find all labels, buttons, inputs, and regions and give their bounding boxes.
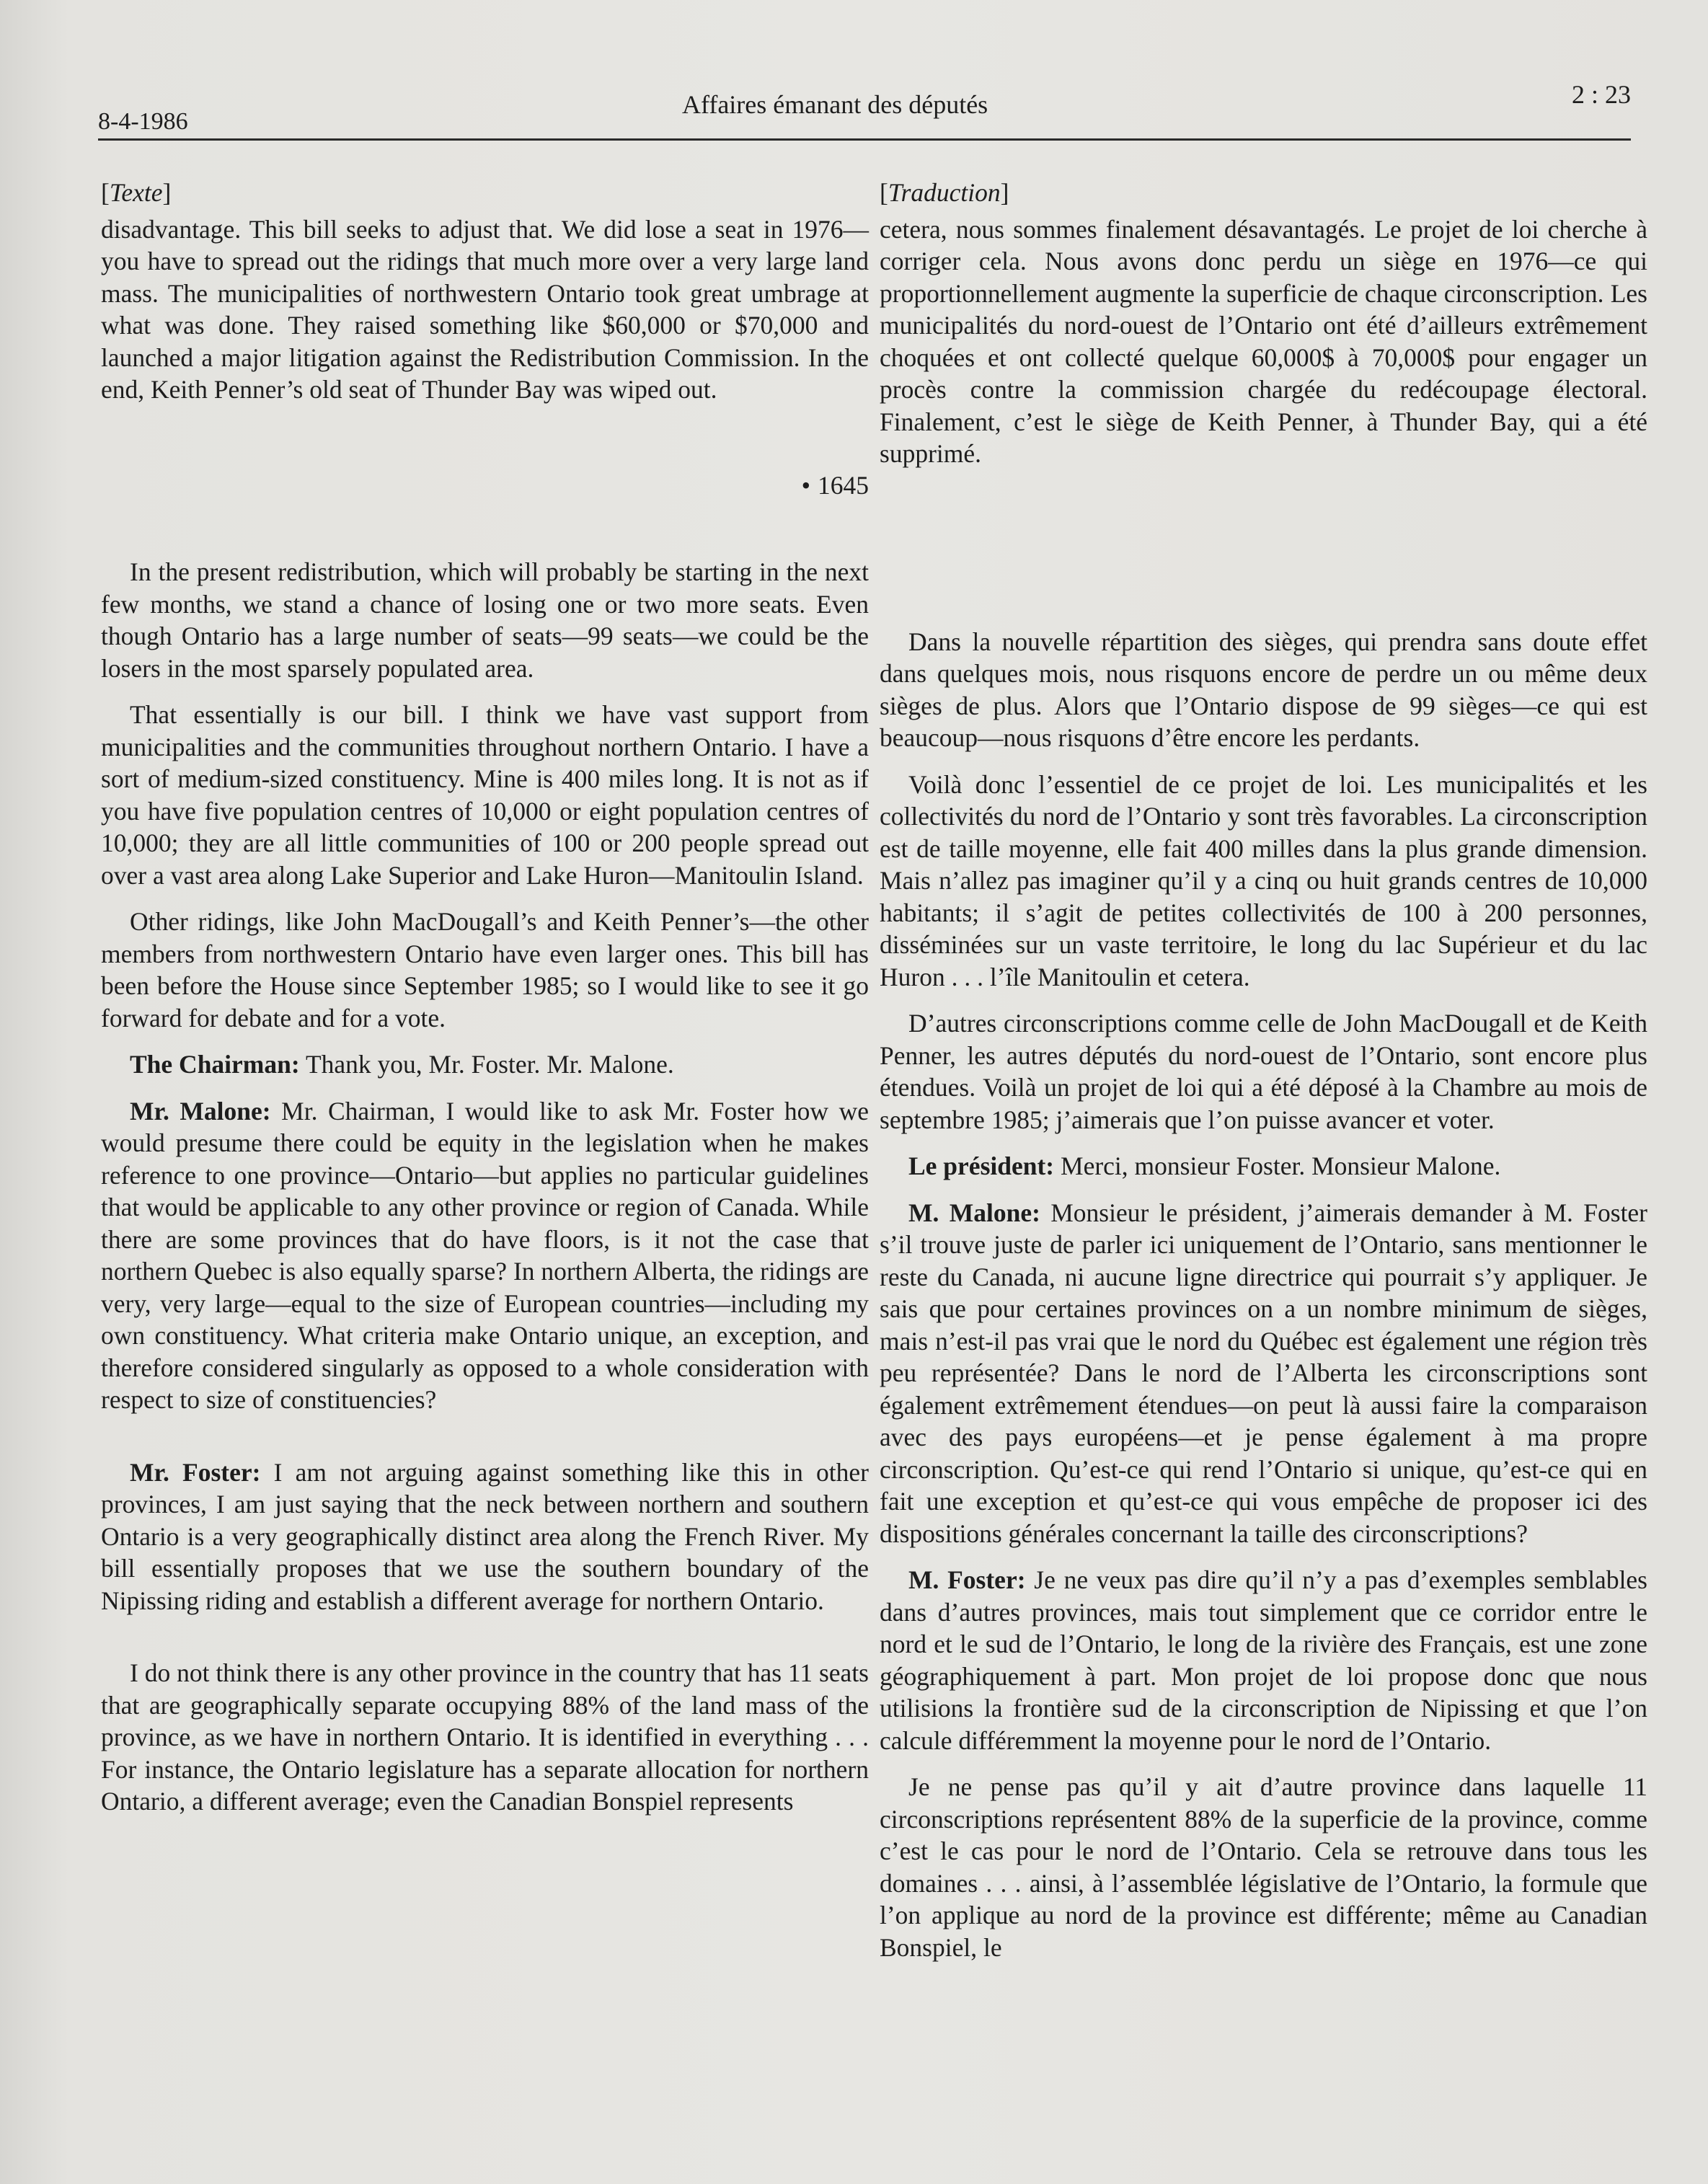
header-date: 8-4-1986 — [98, 108, 188, 135]
paragraph: M. Malone: Monsieur le président, j’aimerais demander à M. Foster s’il trouve juste de parler ici uniquement de l’Ontario, sans mentionner le reste du Canada, ni aucune ligne directrice qui pourrait s’y appliquer. Je sais que pour certaines provinces on a un nombre minimum de sièges, mais n’est-il pas vrai que le nord du Québec est également une région très peu représentée? Dans le nord de l’Alberta les circonscriptions sont également extrêmement étendues—on peut là aussi faire la comparaison avec des pays européens—et je pense également à ma propre circonscription. Qu’est-ce qui rend l’Ontario si unique, qu’est-ce qui en fait une exception et qu’est-ce qui vous empêche de proposer ici des dispositions générales concernant la taille des circonscriptions? — [880, 1198, 1648, 1548]
english-column — [101, 177, 869, 2059]
speaker-name: M. Malone: — [908, 1198, 1040, 1227]
speaker-name: M. Foster: — [908, 1565, 1026, 1594]
header-page-number: 2 : 23 — [1571, 80, 1631, 109]
paragraph: D’autres circonscriptions comme celle de John MacDougall et de Keith Penner, les autres députés du nord-ouest de l’Ontario, sont encore plus étendues. Voilà un projet de loi qui a été déposé à la Chambre au mois de septembre 1985; j’aimerais que l’on puisse avancer et voter. — [880, 1009, 1647, 1134]
paragraph: Le président: Merci, monsieur Foster. Monsieur Malone. — [908, 1151, 1501, 1180]
time-marker: • 1645 — [101, 469, 869, 502]
speaker-name: Mr. Malone: — [130, 1096, 271, 1126]
section-marker: [Traduction] — [880, 178, 1009, 207]
section-marker: [Texte] — [101, 178, 172, 207]
speaker-name: Le président: — [908, 1151, 1055, 1180]
speaker-name: Mr. Foster: — [130, 1457, 261, 1487]
speaker-name: The Chairman: — [130, 1050, 300, 1079]
page-header — [98, 79, 1631, 144]
paragraph: Dans la nouvelle répartition des sièges, qui prendra sans doute effet dans quelques mois, nous risquons encore de perdre un ou même deux sièges de plus. Alors que l’Ontario dispose de 99 sièges—ce qui est beaucoup—nous risquons d’être encore les perdants. — [880, 627, 1647, 752]
french-column — [880, 177, 1647, 2059]
header-rule — [98, 138, 1631, 141]
paragraph: M. Foster: Je ne veux pas dire qu’il n’y a pas d’exemples semblables dans d’autres provinces, mais tout simplement que ce corridor entre le nord et le sud de l’Ontario, le long de la rivière des Français, est une zone géographiquement à part. Mon projet de loi propose donc que nous utilisions la frontière sud de la circonscription de Nipissing et que l’on calcule différemment la moyenne pour le nord de l’Ontario. — [880, 1565, 1648, 1755]
paragraph: cetera, nous sommes finalement désavantagés. Le projet de loi cherche à corriger cela. Nous avons donc perdu un siège en 1976—ce qui proportionnellement augmente la superficie de chaque circonscription. Les municipalités du nord-ouest de l’Ontario ont été d’ailleurs extrêmement choquées et ont collecté quelque 60,000$ à 70,000$ pour engager un procès contre la commission chargée du redécoupage électoral. Finalement, c’est le siège de Keith Penner, à Thunder Bay, qui a été supprimé. — [880, 214, 1647, 468]
paragraph: That essentially is our bill. I think we have vast support from municipalities and the communities throughout northern Ontario. I have a sort of medium-sized constituency. Mine is 400 miles long. It is not as if you have five population centres of 10,000 or eight population centres of 10,000; they are all little communities of 100 or 200 people spread out over a vast area along Lake Superior and Lake Huron—Manitoulin Island. — [101, 700, 869, 890]
paragraph: The Chairman: Thank you, Mr. Foster. Mr. Malone. — [130, 1050, 674, 1079]
paragraph: In the present redistribution, which will probably be starting in the next few months, we stand a chance of losing one or two more seats. Even though Ontario has a large number of seats—99 seats—we could be the losers in the most sparsely populated area. — [101, 557, 869, 683]
bullet-icon: • — [801, 470, 810, 500]
header-title: Affaires émanant des députés — [682, 90, 988, 119]
paragraph: disadvantage. This bill seeks to adjust that. We did lose a seat in 1976—you have to spread out the ridings that much more over a very large land mass. The municipalities of northwestern Ontario took great umbrage at what was done. They raised something like $60,000 or $70,000 and launched a major litigation against the Redistribution Commission. In the end, Keith Penner’s old seat of Thunder Bay was wiped out. — [101, 214, 869, 404]
paragraph: Voilà donc l’essentiel de ce projet de loi. Les municipalités et les collectivités du nord de l’Ontario y sont très favorables. La circonscription est de taille moyenne, elle fait 400 milles dans la plus grande dimension. Mais n’allez pas imaginer qu’il y a cinq ou huit grands centres de 10,000 habitants; il s’agit de petites collectivités de 100 à 200 personnes, disséminées sur un vaste territoire, le long du lac Supérieur et du lac Huron . . . l’île Manitoulin et cetera. — [880, 769, 1647, 991]
paragraph: Mr. Foster: I am not arguing against something like this in other provinces, I am just saying that the neck between northern and southern Ontario is a very geographically distinct area along the French River. My bill essentially proposes that we use the southern boundary of the Nipissing riding and establish a different average for northern Ontario. — [101, 1457, 869, 1615]
paragraph: Other ridings, like John MacDougall’s and Keith Penner’s—the other members from northwestern Ontario have even larger ones. This bill has been before the House since September 1985; so I would like to see it go forward for debate and for a vote. — [101, 907, 869, 1033]
paragraph: Je ne pense pas qu’il y ait d’autre province dans laquelle 11 circonscriptions représentent 88% de la superficie de la province, comme c’est le cas pour le nord de l’Ontario. Cela se retrouve dans tous les domaines . . . ainsi, à l’assemblée législative de l’Ontario, la formule que l’on applique au nord de la province est différente; même au Canadian Bonspiel, le — [880, 1772, 1647, 1962]
paragraph: Mr. Malone: Mr. Chairman, I would like to ask Mr. Foster how we would presume there could be equity in the legislation when he makes reference to one province—Ontario—but applies no particular guidelines that would be applicable to any other province or region of Canada. While there are some provinces that do have floors, is it not the case that northern Quebec is also equally sparse? In northern Alberta, the ridings are very, very large—equal to the size of European countries—including my own constituency. What criteria make Ontario unique, an exception, and therefore considered singularly as opposed to a whole consideration with respect to size of constituencies? — [101, 1096, 869, 1414]
paragraph: I do not think there is any other province in the country that has 11 seats that are geographically separate occupying 88% of the land mass of the province, as we have in northern Ontario. It is identified in everything . . . For instance, the Ontario legislature has a separate allocation for northern Ontario, a different average; even the Canadian Bonspiel represents — [101, 1658, 869, 1816]
